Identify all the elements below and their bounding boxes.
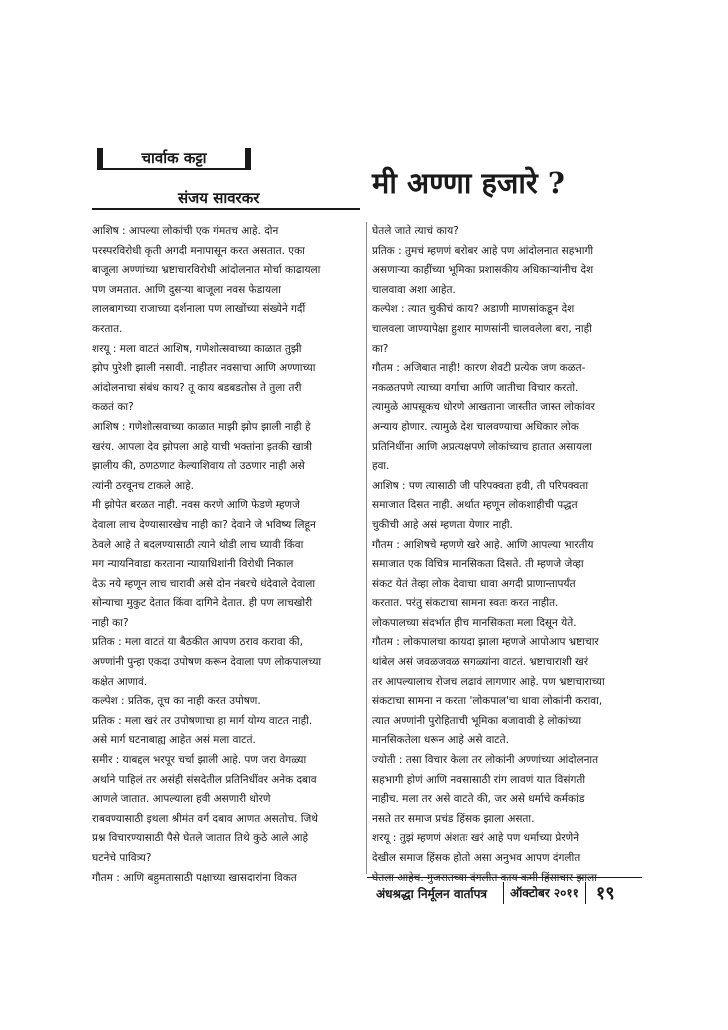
text-line: कक्षेत आणावं. <box>92 675 148 688</box>
text-line: देऊ नये म्हणून लाच चारावी असे दोन नंबरचे धंदेवाले देवाला <box>92 577 316 590</box>
article-headline: मी अण्णा हजारे ? <box>372 166 565 200</box>
text-line: बाजूला अण्णांच्या भ्रष्टाचारविरोधी आंदोलनात मोर्चा काढायला <box>92 264 321 277</box>
text-line: अर्थाने पाहिलं तर असंही संसदेतील प्रतिनिधींवर अनेक दबाव <box>92 773 317 786</box>
text-line: असे मार्ग घटनाबाह्य आहेत असं मला वाटतं. <box>92 734 256 747</box>
text-line: परस्परविरोधी कृती अगदी मनापासून करत असतात. एका <box>92 244 305 257</box>
text-line: देवाला लाच देण्यासारखेच नाही का? देवाने जे भविष्य लिहून <box>92 518 316 531</box>
text-line: आणले जातात. आपल्याला हवी असणारी धोरणे <box>92 793 271 806</box>
text-line: त्यामुळे आपसूकच धोरणे आखताना जास्तीत जास्त लोकांवर <box>372 401 595 414</box>
text-line: लोकपालच्या संदर्भात हीच मानसिकता मला दिसून येते. <box>372 616 577 629</box>
text-line: शरयू : तुझं म्हणणं अंशतः खरं आहे पण धर्माच्या प्रेरणेने <box>372 832 580 845</box>
text-line: तर आपल्यालाच रोजच लढावं लागणार आहे. पण भ्रष्टाचाराच्या <box>372 675 605 688</box>
text-line: देखील समाज हिंसक होतो असा अनुभव आपण दंगलीत <box>372 852 581 864</box>
text-line: चालवला जाण्यापेक्षा हुशार माणसांनी चालवलेला बरा, नाही <box>372 322 592 335</box>
text-line: ज्योती : तसा विचार केला तर लोकांनी अण्णांच्या आंदोलनात <box>372 754 599 767</box>
issue-date: ऑक्टोबर २०११ <box>503 882 586 904</box>
column-tag <box>97 148 251 170</box>
text-line: समाजात दिसत नाही. अर्थात म्हणून लोकशाहीची पद्धत <box>372 499 578 512</box>
text-line: प्रतिक : मला वाटतं या बैठकीत आपण ठराव करावा की, <box>92 636 303 649</box>
text-line: प्रश्न विचारण्यासाठी पैसे घेतले जातात तिथे कुठे आले आहे <box>92 832 309 845</box>
text-line: समीर : याबद्दल भरपूर चर्चा झाली आहे. पण जरा वेगळ्या <box>92 754 307 767</box>
column-tag-right-bar <box>245 148 251 170</box>
text-line: असणाऱ्या काहींच्या भूमिका प्रशासकीय अधिकाऱ्यांनीच देश <box>372 264 594 277</box>
text-line: गौतम : लोकपालचा कायदा झाला म्हणजे आपोआप भ्रष्टाचार <box>372 636 599 649</box>
text-line: प्रतिक : मला खरं तर उपोषणाचा हा मार्ग योग्य वाटत नाही. <box>92 714 313 727</box>
text-line: चुकीची आहे असं म्हणता येणार नाही. <box>372 518 513 531</box>
text-line: गौतम : अजिबात नाही! कारण शेवटी प्रत्येक जण कळत- <box>372 362 586 375</box>
text-line: मानसिकतेला धरून आहे असे वाटते. <box>372 734 509 747</box>
text-line: झोप पुरेशी झाली नसावी. नाहीतर नवसाचा आणि अण्णाच्या <box>92 362 316 375</box>
text-line: नाही का? <box>92 616 129 629</box>
text-line: कल्पेश : प्रतिक, तूच का नाही करत उपोषण. <box>92 695 261 708</box>
text-line: त्यांनी ठरवूनच टाकले आहे. <box>92 479 194 492</box>
text-line: अन्याय होणार. त्यामुळे देश चालवण्याचा अधिकार लोक <box>372 420 579 433</box>
text-line: शरयू : मला वाटतं आशिष, गणेशोत्सवाच्या काळात तुझी <box>92 342 302 355</box>
text-line: हवा. <box>372 460 390 473</box>
text-line: नाहीच. मला तर असे वाटते की, जर असे धर्माचे कर्मकांड <box>372 793 585 806</box>
text-line: झालीय की, ठणठणाट केल्याशिवाय तो उठणार नाही असे <box>92 460 305 473</box>
text-line: चालवावा अशा आहेत. <box>372 283 456 296</box>
page-number: १९ <box>595 883 615 904</box>
text-line: आंदोलनाचा संबंध काय? तू काय बडबडतोस ते तुला तरी <box>92 381 302 394</box>
text-line: पण जमतात. आणि दुसऱ्या बाजूला नवस फेडायला <box>92 283 281 296</box>
text-line: थांबेल असं जवळजवळ सगळ्यांना वाटतं. भ्रष्टाचाराशी खरं <box>372 656 589 669</box>
text-line: करतात. <box>92 322 123 335</box>
column-tag-underline <box>97 168 251 170</box>
footer-rule <box>367 877 642 878</box>
magazine-name: अंधश्रद्धा निर्मूलन वार्तापत्र <box>376 886 488 901</box>
text-line: सहभागी होणं आणि नवसासाठी रांग लावणं यात विसंगती <box>372 773 586 786</box>
text-line: त्यात अण्णांनी पुरोहिताची भूमिका बजावावी हे लोकांच्या <box>372 714 582 727</box>
text-line: गौतम : आशिषचे म्हणणे खरे आहे. आणि आपल्या भारतीय <box>372 538 594 551</box>
text-line: प्रतिक : तुमचं म्हणणं बरोबर आहे पण आंदोलनात सहभागी <box>372 244 594 257</box>
text-line: मग न्यायनिवाडा करताना न्यायाधिशांनी विरोधी निकाल <box>92 558 294 571</box>
text-line: नसते तर समाज प्रचंड हिंसक झाला असता. <box>372 812 535 825</box>
text-line: अण्णांनी पुन्हा एकदा उपोषण करून देवाला पण लोकपालच्या <box>92 656 322 669</box>
text-line: लालबागच्या राजाच्या दर्शनाला पण लाखोंच्या संख्येने गर्दी <box>92 303 306 316</box>
text-line: आशिष : आपल्या लोकांची एक गंमतच आहे. दोन <box>92 225 279 237</box>
text-line: कळतं का? <box>92 401 134 414</box>
column-divider <box>366 222 367 874</box>
text-line: आशिष : पण त्यासाठी जी परिपक्वता हवी, ती परिपक्वता <box>372 479 589 492</box>
text-line: गौतम : आणि बहुमतासाठी पक्षाच्या खासदारांना विकत <box>92 871 297 884</box>
article-right-column <box>372 222 642 888</box>
text-line: करतात. परंतु संकटाचा सामना स्वतः करत नाहीत. <box>372 597 559 610</box>
text-line: संकटाचा सामना न करता 'लोकपाल'चा धावा लोकांनी करावा, <box>372 695 603 708</box>
text-line: आशिष : गणेशोत्सवाच्या काळात माझी झोप झाली नाही हे <box>92 420 311 433</box>
page-footer <box>376 882 615 904</box>
text-line: ठेवले आहे ते बदलण्यासाठी त्याने थोडी लाच घ्यावी किंवा <box>92 538 304 551</box>
text-line: घटनेचे पावित्र्य? <box>92 852 152 864</box>
text-line: घेतले जाते त्याचं काय? <box>372 225 459 237</box>
text-line: राबवण्यासाठी इथला श्रीमंत वर्ग दबाव आणत असतोच. जिथे <box>92 812 319 825</box>
text-line: खरंय. आपला देव झोपला आहे याची भक्तांना इतकी खात्री <box>92 440 312 453</box>
text-line: का? <box>372 342 389 355</box>
text-line: नकळतपणे त्याच्या वर्गाचा आणि जातीचा विचार करतो. <box>372 381 579 394</box>
text-line: कल्पेश : त्यात चुकीचं काय? अडाणी माणसांकडून देश <box>372 303 575 316</box>
text-line: मी झोपेत बरळत नाही. नवस करणे आणि फेडणे म्हणजे <box>92 499 300 512</box>
author-name: संजय सावरकर <box>178 189 260 207</box>
text-line: प्रतिनिधींना आणि अप्रत्यक्षपणे लोकांच्याच हातात असायला <box>372 440 592 453</box>
text-line: सोन्याचा मुकुट देतात किंवा दागिने देतात. ही पण लाचखोरी <box>92 597 313 610</box>
column-tag-label: चार्वाक कट्टा <box>141 149 207 167</box>
author-rule <box>92 208 360 210</box>
text-line: संकट येतं तेव्हा लोक देवाचा धावा अगदी प्राणान्तापर्यंत <box>372 577 576 590</box>
article-left-column <box>92 222 360 888</box>
text-line: समाजात एक विचित्र मानसिकता दिसते. ती म्हणजे जेव्हा <box>372 558 584 571</box>
